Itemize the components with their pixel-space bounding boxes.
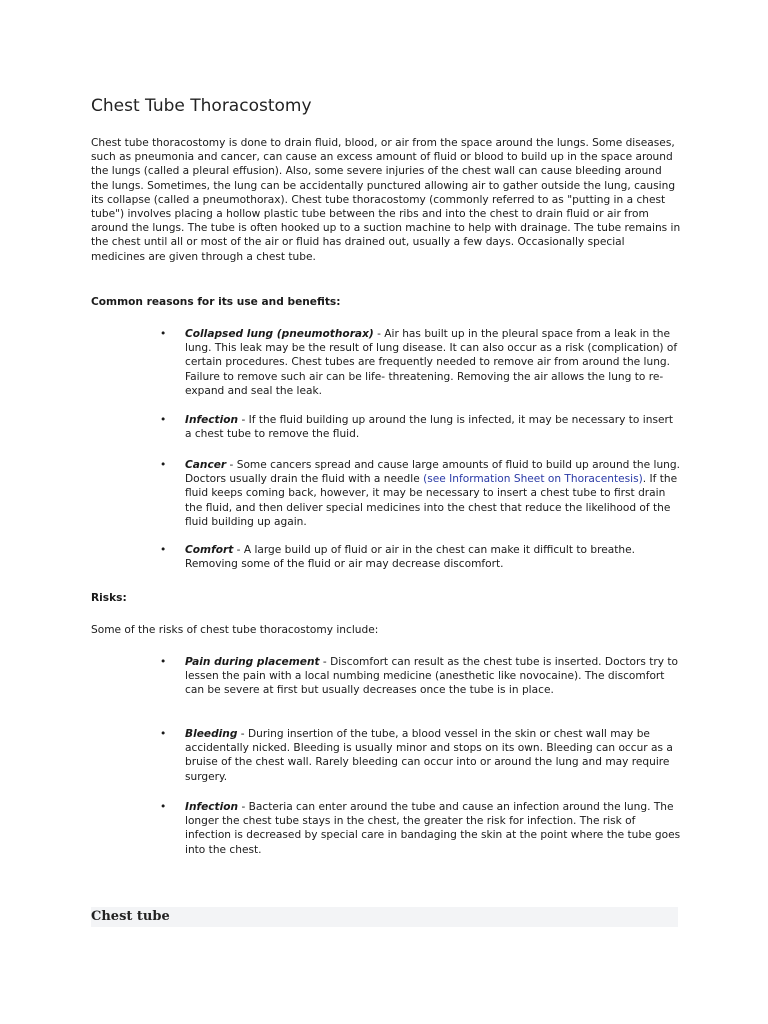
item-description: - If the fluid building up around the lung is infected, it may be necessary to insert a chest tube to remove the fluid.	[185, 414, 673, 441]
bullet-icon: •	[160, 544, 167, 556]
item-term: Pain during placement	[185, 656, 320, 668]
intro-paragraph: Chest tube thoracostomy is done to drain fluid, blood, or air from the space around the lungs. Some diseases, such as pneumonia and cancer, can cause an excess amount of fluid or blood to build up in the space around the lungs (called a pleural effusion). Also, some severe injuries of the chest wall can cause bleeding around the lungs. Sometimes, the lung can be accidentally punctured allowing air to gather outside the lung, causing its collapse (called a pneumothorax). Chest tube thoracostomy (commonly referred to as "putting in a chest tube") involves placing a hollow plastic tube between the ribs and into the chest to drain fluid or air from around the lungs. The tube is often hooked up to a suction machine to help with drainage. The tube remains in the chest until all or most of the air or fluid has drained out, usually a few days. Occasionally special medicines are given through a chest tube.	[91, 137, 681, 263]
item-description-continued: . If the fluid keeps coming back, however, it may be necessary to insert a chest tube to first drain the fluid, and then deliver special medicines into the chest that reduce the likelihood of the fluid building up again.	[185, 473, 678, 528]
item-description: - Bacteria can enter around the tube and cause an infection around the lung. The longer the chest tube stays in the chest, the greater the risk for infection. The risk of infection is decreased by special care in bandaging the skin at the point where the tube goes into the chest.	[185, 801, 681, 856]
thoracentesis-info-link[interactable]: (see Information Sheet on Thoracentesis)	[423, 473, 643, 486]
item-term: Comfort	[185, 544, 234, 556]
reasons-heading: Common reasons for its use and benefits:	[91, 296, 341, 308]
list-item-text	[185, 727, 681, 784]
item-description: - Some cancers spread and cause large amounts of fluid to build up around the lung. Doctors usually drain the fluid with a needle	[185, 459, 680, 486]
bullet-icon: •	[160, 328, 167, 340]
bullet-icon: •	[160, 459, 167, 471]
bullet-icon: •	[160, 414, 167, 426]
item-description: - Air has built up in the pleural space from a leak in the lung. This leak may be the result of lung disease. It can also occur as a risk (complication) of certain procedures. Chest tubes are frequently needed to remove air from around the lung. Failure to remove such air can be life- threatening. Removing the air allows the lung to re-expand and seal the leak.	[185, 328, 678, 397]
item-term: Bleeding	[185, 728, 238, 740]
item-term: Infection	[185, 414, 239, 426]
bullet-icon: •	[160, 728, 167, 740]
item-description: - Discomfort can result as the chest tube is inserted. Doctors try to lessen the pain with a local numbing medicine (anesthetic like novocaine). The discomfort can be severe at first but usually decreases once the tube is in place.	[185, 656, 679, 697]
item-description: - During insertion of the tube, a blood vessel in the skin or chest wall may be accidentally nicked. Bleeding is usually minor and stops on its own. Bleeding can occur as a bruise of the chest wall. Rarely bleeding can occur into or around the lung and may require surgery.	[185, 728, 673, 783]
bullet-icon: •	[160, 656, 167, 668]
chest-tube-section-bar	[91, 907, 678, 927]
list-item-text	[185, 458, 681, 529]
list-item-text	[185, 327, 681, 398]
list-item-text	[185, 800, 681, 857]
item-term: Infection	[185, 801, 239, 813]
item-term: Collapsed lung (pneumothorax)	[185, 328, 374, 340]
page-title: Chest Tube Thoracostomy	[91, 96, 312, 116]
list-item-text	[185, 413, 681, 441]
item-description: - A large build up of fluid or air in the chest can make it difficult to breathe. Removing some of the fluid or air may decrease discomfort.	[185, 544, 635, 571]
item-term: Cancer	[185, 459, 227, 471]
chest-tube-section-title: Chest tube	[91, 909, 170, 924]
list-item-text	[185, 655, 681, 698]
bullet-icon: •	[160, 801, 167, 813]
risks-intro: Some of the risks of chest tube thoracostomy include:	[91, 624, 379, 636]
list-item-text	[185, 543, 681, 571]
risks-heading: Risks:	[91, 592, 127, 604]
